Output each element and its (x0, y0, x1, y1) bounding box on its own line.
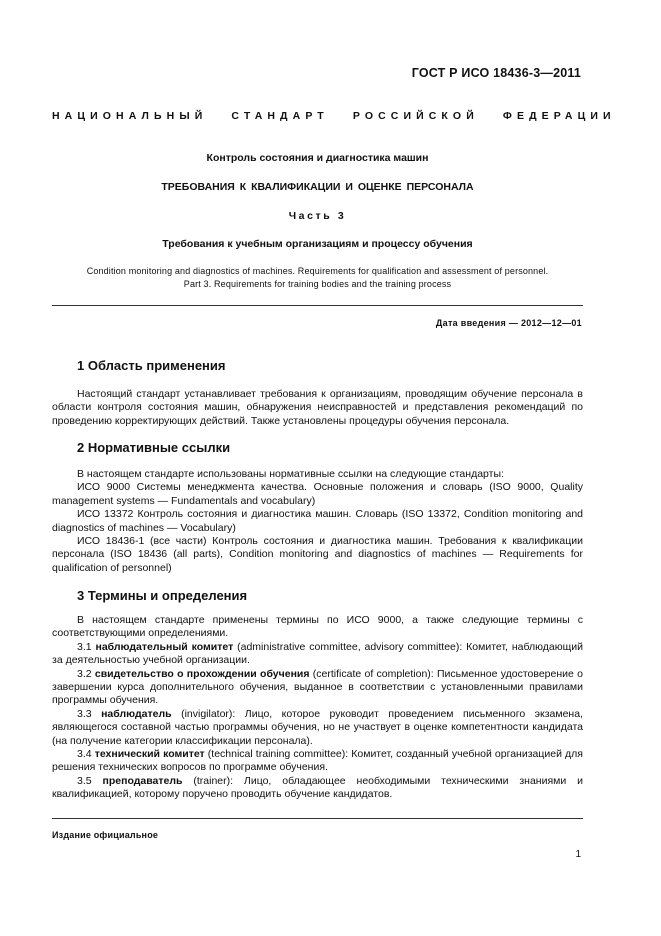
footer-rule (52, 818, 583, 819)
term-number: 3.3 (77, 707, 92, 720)
page-number: 1 (575, 849, 581, 860)
term-number: 3.2 (77, 667, 92, 680)
main-title: ТРЕБОВАНИЯ К КВАЛИФИКАЦИИ И ОЦЕНКЕ ПЕРСОНАЛА (161, 181, 474, 193)
intro-date: Дата введения — 2012—12—01 (435, 318, 582, 328)
term-number: 3.1 (77, 640, 92, 653)
section-1-body (52, 388, 583, 428)
section-1-heading: 1 Область применения (77, 358, 226, 373)
section-2-heading: 2 Нормативные ссылки (77, 440, 231, 455)
section-3-heading: 3 Термины и определения (77, 588, 248, 603)
term-definition: (certificate of completion): Письменное удостоверение о завершении курса дополнительного обучения, выданное в соответствии с установленными правилами программы обучения. (52, 667, 583, 707)
term-entry (52, 775, 583, 802)
header-rule (52, 305, 583, 306)
national-standard-banner: НАЦИОНАЛЬНЫЙ СТАНДАРТ РОССИЙСКОЙ ФЕДЕРАЦИИ (52, 110, 616, 122)
part-label: Часть 3 (288, 210, 347, 222)
english-title-line-2: Part 3. Requirements for training bodies and the training process (183, 279, 452, 289)
term-definition: (trainer): Лицо, обладающее необходимыми техническими знаниями и квалификацией, которому поручено проводить обучение кандидатов. (52, 774, 583, 801)
term-definition: (administrative committee, advisory committee): Комитет, наблюдающий за деятельностью учебной организации. (52, 640, 583, 667)
term-entry (52, 668, 583, 708)
section-2-intro: В настоящем стандарте использованы нормативные ссылки на следующие стандарты: (77, 468, 504, 480)
term-entry (52, 708, 583, 748)
term-definition: (technical training committee): Комитет, созданный учебной организацией для решения технических вопросов по программе обучения. (52, 748, 583, 774)
term-definition: (invigilator): Лицо, которое руководит проведением письменного экзамена, являющегося составной частью программы обучения, но не участвует в оценке компетентности кандидата (на получение категории классификации персонала). (52, 707, 583, 747)
edition-note: Издание официальное (52, 830, 159, 840)
normative-reference: ИСО 13372 Контроль состояния и диагностика машин. Словарь (ISO 13372, Condition monitoring and diagnostics of machines — Vocabulary) (52, 508, 583, 534)
section-3-intro: В настоящем стандарте применены термины по ИСО 9000, а также следующие термины с соответствующими определениями. (52, 614, 583, 640)
section-1-paragraph: Настоящий стандарт устанавливает требования к организациям, проводящим обучение персонала в области контроля состояния машин, обнаружения неисправностей и представления рекомендаций по проведению корректирующих действий. Также установлены процедуры обучения персонала. (52, 388, 583, 427)
section-3-body (52, 614, 583, 802)
term-name: наблюдатель (101, 707, 172, 720)
term-name: технический комитет (94, 748, 205, 761)
normative-reference: ИСО 18436-1 (все части) Контроль состояния и диагностика машин. Требования к квалификации персонала (ISO 18436 (all parts), Condition monitoring and diagnostics of machines — Requirements for qualification of personnel) (52, 535, 583, 574)
part-title: Требования к учебным организациям и процессу обучения (162, 238, 473, 250)
term-name: наблюдательный комитет (95, 640, 234, 653)
term-entry (52, 641, 583, 668)
term-number: 3.4 (77, 748, 92, 761)
section-2-body (52, 468, 583, 575)
normative-reference: ИСО 9000 Системы менеджмента качества. Основные положения и словарь (ISO 9000, Quality management systems — Fundamentals and vocabulary) (52, 481, 583, 507)
doc-code: ГОСТ Р ИСО 18436-3—2011 (411, 66, 581, 80)
group-title: Контроль состояния и диагностика машин (206, 152, 429, 164)
term-name: преподаватель (102, 774, 183, 787)
term-name: свидетельство о прохождении обучения (94, 667, 310, 680)
term-entry (52, 748, 583, 775)
english-title-line-1: Condition monitoring and diagnostics of machines. Requirements for qualification and assessment of personnel. (86, 266, 549, 276)
term-number: 3.5 (77, 774, 92, 787)
english-title (52, 265, 583, 291)
